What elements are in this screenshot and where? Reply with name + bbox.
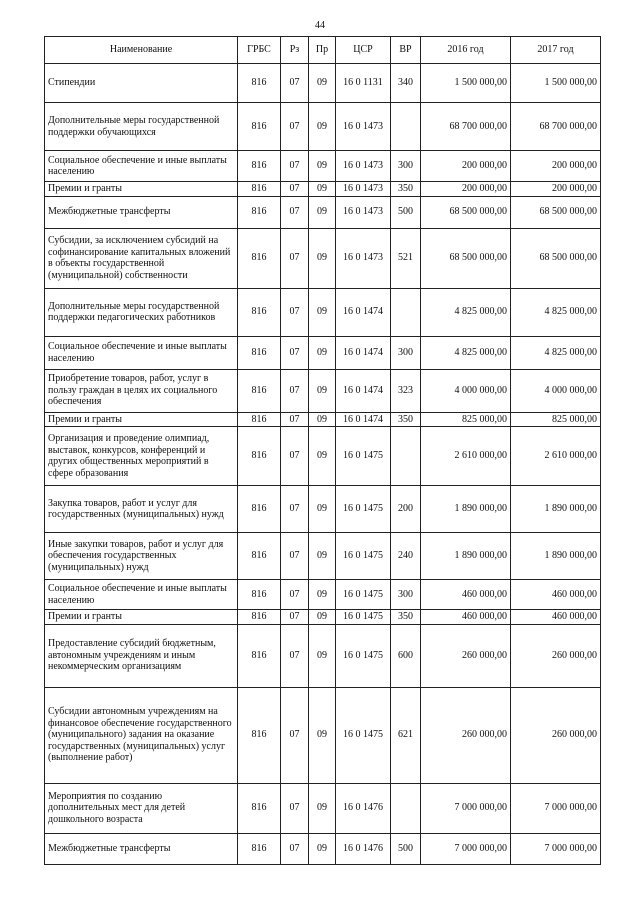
cell-grbs: 816 xyxy=(238,833,281,864)
cell-grbs: 816 xyxy=(238,196,281,228)
cell-rz: 07 xyxy=(281,336,309,369)
header-vr: ВР xyxy=(391,37,421,64)
cell-y2017: 1 890 000,00 xyxy=(511,486,601,533)
cell-pr: 09 xyxy=(309,64,336,103)
cell-grbs: 816 xyxy=(238,427,281,486)
cell-y2017: 2 610 000,00 xyxy=(511,427,601,486)
table-row xyxy=(45,610,601,625)
cell-csr: 16 0 1475 xyxy=(336,687,391,783)
cell-pr: 09 xyxy=(309,687,336,783)
cell-y2017: 4 825 000,00 xyxy=(511,336,601,369)
cell-y2016: 260 000,00 xyxy=(421,624,511,687)
table-row xyxy=(45,624,601,687)
budget-table xyxy=(44,36,601,865)
cell-pr: 09 xyxy=(309,182,336,197)
cell-name: Стипендии xyxy=(45,64,238,103)
cell-pr: 09 xyxy=(309,228,336,288)
cell-vr: 500 xyxy=(391,833,421,864)
cell-name: Дополнительные меры государственной поддержки обучающихся xyxy=(45,103,238,151)
cell-y2017: 460 000,00 xyxy=(511,580,601,610)
cell-csr: 16 0 1473 xyxy=(336,103,391,151)
table-row xyxy=(45,833,601,864)
header-pr: Пр xyxy=(309,37,336,64)
cell-name: Премии и гранты xyxy=(45,610,238,625)
cell-y2016: 260 000,00 xyxy=(421,687,511,783)
cell-pr: 09 xyxy=(309,369,336,412)
cell-rz: 07 xyxy=(281,687,309,783)
cell-name: Закупка товаров, работ и услуг для государственных (муниципальных) нужд xyxy=(45,486,238,533)
header-2017: 2017 год xyxy=(511,37,601,64)
table-row xyxy=(45,783,601,833)
cell-name: Социальное обеспечение и иные выплаты населению xyxy=(45,336,238,369)
cell-vr: 500 xyxy=(391,196,421,228)
cell-grbs: 816 xyxy=(238,412,281,427)
cell-rz: 07 xyxy=(281,182,309,197)
table-row xyxy=(45,196,601,228)
cell-grbs: 816 xyxy=(238,103,281,151)
cell-vr: 300 xyxy=(391,336,421,369)
cell-csr: 16 0 1474 xyxy=(336,369,391,412)
table-row xyxy=(45,369,601,412)
cell-y2016: 68 700 000,00 xyxy=(421,103,511,151)
cell-pr: 09 xyxy=(309,610,336,625)
cell-y2016: 1 890 000,00 xyxy=(421,486,511,533)
cell-csr: 16 0 1475 xyxy=(336,624,391,687)
cell-grbs: 816 xyxy=(238,64,281,103)
cell-name: Мероприятия по созданию дополнительных мест для детей дошкольного возраста xyxy=(45,783,238,833)
header-grbs: ГРБС xyxy=(238,37,281,64)
cell-rz: 07 xyxy=(281,103,309,151)
cell-vr: 200 xyxy=(391,486,421,533)
cell-grbs: 816 xyxy=(238,336,281,369)
table-row xyxy=(45,228,601,288)
cell-rz: 07 xyxy=(281,833,309,864)
cell-vr: 350 xyxy=(391,412,421,427)
cell-csr: 16 0 1474 xyxy=(336,288,391,336)
table-row xyxy=(45,182,601,197)
cell-vr: 240 xyxy=(391,533,421,580)
cell-y2017: 260 000,00 xyxy=(511,687,601,783)
cell-name: Премии и гранты xyxy=(45,412,238,427)
cell-y2017: 68 500 000,00 xyxy=(511,196,601,228)
cell-vr: 621 xyxy=(391,687,421,783)
cell-y2017: 7 000 000,00 xyxy=(511,833,601,864)
cell-csr: 16 0 1474 xyxy=(336,412,391,427)
table-header-row xyxy=(45,37,601,64)
cell-grbs: 816 xyxy=(238,182,281,197)
table-row xyxy=(45,103,601,151)
cell-rz: 07 xyxy=(281,64,309,103)
cell-vr xyxy=(391,288,421,336)
cell-vr xyxy=(391,783,421,833)
cell-y2016: 825 000,00 xyxy=(421,412,511,427)
cell-rz: 07 xyxy=(281,624,309,687)
cell-vr: 600 xyxy=(391,624,421,687)
cell-csr: 16 0 1131 xyxy=(336,64,391,103)
table-row xyxy=(45,151,601,182)
cell-y2017: 200 000,00 xyxy=(511,151,601,182)
cell-name: Приобретение товаров, работ, услуг в пользу граждан в целях их социального обеспечения xyxy=(45,369,238,412)
cell-csr: 16 0 1475 xyxy=(336,486,391,533)
cell-vr: 350 xyxy=(391,610,421,625)
cell-csr: 16 0 1475 xyxy=(336,610,391,625)
cell-y2017: 260 000,00 xyxy=(511,624,601,687)
cell-pr: 09 xyxy=(309,486,336,533)
cell-pr: 09 xyxy=(309,427,336,486)
cell-y2016: 4 825 000,00 xyxy=(421,288,511,336)
cell-csr: 16 0 1473 xyxy=(336,182,391,197)
cell-grbs: 816 xyxy=(238,783,281,833)
cell-csr: 16 0 1473 xyxy=(336,151,391,182)
cell-name: Социальное обеспечение и иные выплаты населению xyxy=(45,580,238,610)
cell-csr: 16 0 1474 xyxy=(336,336,391,369)
cell-rz: 07 xyxy=(281,228,309,288)
cell-rz: 07 xyxy=(281,288,309,336)
table-row xyxy=(45,288,601,336)
cell-y2016: 1 500 000,00 xyxy=(421,64,511,103)
cell-name: Субсидии автономным учреждениям на финансовое обеспечение государственного (муниципального) задания на оказание государственных (муниципальных) услуг (выполнение работ) xyxy=(45,687,238,783)
cell-y2016: 2 610 000,00 xyxy=(421,427,511,486)
cell-y2017: 68 700 000,00 xyxy=(511,103,601,151)
header-name: Наименование xyxy=(45,37,238,64)
header-csr: ЦСР xyxy=(336,37,391,64)
cell-vr xyxy=(391,103,421,151)
cell-rz: 07 xyxy=(281,196,309,228)
cell-y2016: 200 000,00 xyxy=(421,182,511,197)
cell-y2017: 4 000 000,00 xyxy=(511,369,601,412)
cell-rz: 07 xyxy=(281,151,309,182)
cell-pr: 09 xyxy=(309,336,336,369)
cell-rz: 07 xyxy=(281,580,309,610)
cell-grbs: 816 xyxy=(238,486,281,533)
cell-y2017: 1 500 000,00 xyxy=(511,64,601,103)
table-row xyxy=(45,64,601,103)
cell-y2017: 200 000,00 xyxy=(511,182,601,197)
cell-y2016: 7 000 000,00 xyxy=(421,833,511,864)
table-row xyxy=(45,533,601,580)
cell-pr: 09 xyxy=(309,412,336,427)
table-row xyxy=(45,427,601,486)
cell-pr: 09 xyxy=(309,288,336,336)
cell-vr: 521 xyxy=(391,228,421,288)
cell-vr: 340 xyxy=(391,64,421,103)
cell-vr: 350 xyxy=(391,182,421,197)
cell-csr: 16 0 1476 xyxy=(336,833,391,864)
cell-y2016: 460 000,00 xyxy=(421,610,511,625)
cell-rz: 07 xyxy=(281,783,309,833)
cell-csr: 16 0 1475 xyxy=(336,427,391,486)
cell-vr: 323 xyxy=(391,369,421,412)
cell-rz: 07 xyxy=(281,427,309,486)
cell-y2017: 460 000,00 xyxy=(511,610,601,625)
cell-pr: 09 xyxy=(309,151,336,182)
cell-pr: 09 xyxy=(309,833,336,864)
cell-grbs: 816 xyxy=(238,580,281,610)
cell-grbs: 816 xyxy=(238,533,281,580)
cell-y2016: 68 500 000,00 xyxy=(421,228,511,288)
cell-csr: 16 0 1476 xyxy=(336,783,391,833)
cell-vr: 300 xyxy=(391,580,421,610)
table-row xyxy=(45,336,601,369)
table-row xyxy=(45,580,601,610)
cell-name: Премии и гранты xyxy=(45,182,238,197)
cell-pr: 09 xyxy=(309,783,336,833)
cell-csr: 16 0 1475 xyxy=(336,580,391,610)
cell-rz: 07 xyxy=(281,610,309,625)
cell-name: Межбюджетные трансферты xyxy=(45,833,238,864)
page-number: 44 xyxy=(315,20,325,31)
cell-pr: 09 xyxy=(309,533,336,580)
cell-csr: 16 0 1473 xyxy=(336,228,391,288)
cell-pr: 09 xyxy=(309,624,336,687)
table-row xyxy=(45,687,601,783)
header-2016: 2016 год xyxy=(421,37,511,64)
cell-y2016: 4 000 000,00 xyxy=(421,369,511,412)
cell-grbs: 816 xyxy=(238,288,281,336)
cell-name: Субсидии, за исключением субсидий на софинансирование капитальных вложений в объекты государственной (муниципальной) собственности xyxy=(45,228,238,288)
cell-y2016: 200 000,00 xyxy=(421,151,511,182)
cell-name: Социальное обеспечение и иные выплаты населению xyxy=(45,151,238,182)
cell-vr xyxy=(391,427,421,486)
cell-y2017: 825 000,00 xyxy=(511,412,601,427)
cell-pr: 09 xyxy=(309,580,336,610)
cell-y2016: 7 000 000,00 xyxy=(421,783,511,833)
cell-y2016: 4 825 000,00 xyxy=(421,336,511,369)
cell-y2016: 68 500 000,00 xyxy=(421,196,511,228)
cell-y2017: 4 825 000,00 xyxy=(511,288,601,336)
header-rz: Рз xyxy=(281,37,309,64)
cell-name: Предоставление субсидий бюджетным, автономным учреждениям и иным некоммерческим организациям xyxy=(45,624,238,687)
cell-rz: 07 xyxy=(281,533,309,580)
cell-csr: 16 0 1473 xyxy=(336,196,391,228)
cell-rz: 07 xyxy=(281,369,309,412)
cell-y2017: 68 500 000,00 xyxy=(511,228,601,288)
cell-pr: 09 xyxy=(309,103,336,151)
cell-y2016: 460 000,00 xyxy=(421,580,511,610)
cell-vr: 300 xyxy=(391,151,421,182)
table-row xyxy=(45,486,601,533)
cell-grbs: 816 xyxy=(238,610,281,625)
cell-grbs: 816 xyxy=(238,624,281,687)
cell-grbs: 816 xyxy=(238,687,281,783)
cell-grbs: 816 xyxy=(238,151,281,182)
cell-rz: 07 xyxy=(281,412,309,427)
cell-name: Межбюджетные трансферты xyxy=(45,196,238,228)
cell-rz: 07 xyxy=(281,486,309,533)
table-row xyxy=(45,412,601,427)
cell-name: Дополнительные меры государственной поддержки педагогических работников xyxy=(45,288,238,336)
cell-name: Организация и проведение олимпиад, выставок, конкурсов, конференций и других общественных мероприятий в сфере образования xyxy=(45,427,238,486)
cell-name: Иные закупки товаров, работ и услуг для обеспечения государственных (муниципальных) нужд xyxy=(45,533,238,580)
cell-y2017: 1 890 000,00 xyxy=(511,533,601,580)
cell-csr: 16 0 1475 xyxy=(336,533,391,580)
cell-pr: 09 xyxy=(309,196,336,228)
cell-y2017: 7 000 000,00 xyxy=(511,783,601,833)
cell-grbs: 816 xyxy=(238,228,281,288)
cell-grbs: 816 xyxy=(238,369,281,412)
cell-y2016: 1 890 000,00 xyxy=(421,533,511,580)
